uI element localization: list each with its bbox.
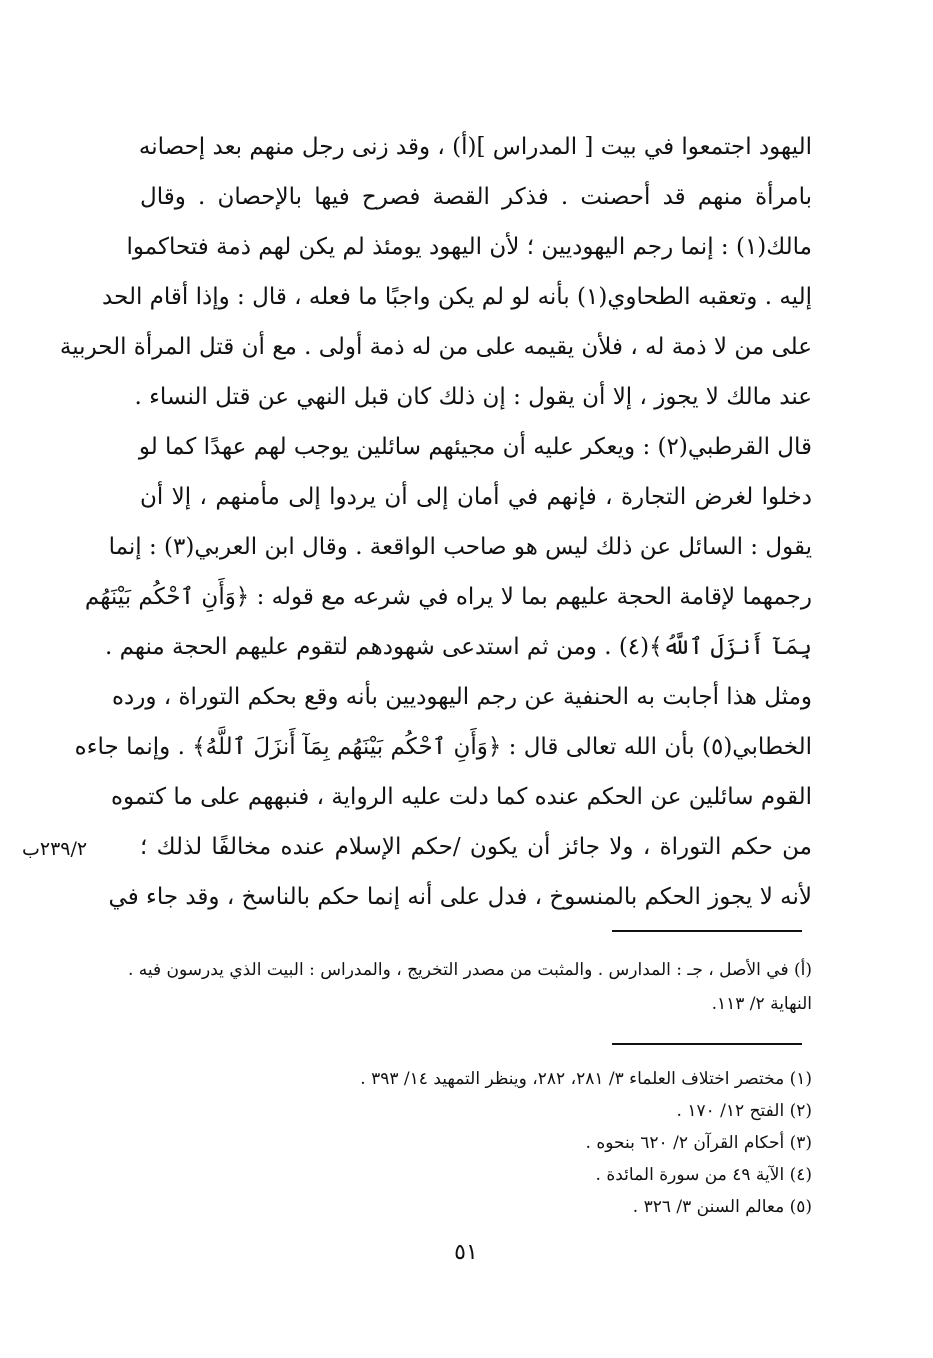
text-line: مالك(١) : إنما رجم اليهوديين ؛ لأن اليهود يومئذ لم يكن لهم ذمة فتحاكموا [126,234,812,260]
text-line: قال القرطبي(٢) : ويعكر عليه أن مجيئهم سائلين يوجب لهم عهدًا كما لو [138,434,812,460]
editor-notes [127,953,812,1021]
footnote-line: (٤) الآية ٤٩ من سورة المائدة . [595,1165,812,1185]
manuscript-folio-reference: ٢٣٩/٢ب [22,838,88,860]
text-line: لأنه لا يجوز الحكم بالمنسوخ ، فدل على أنه إنما حكم بالناسخ ، وقد جاء في [108,884,812,910]
footnote-line: النهاية ٢/ ١١٣. [711,994,812,1014]
text-line: إليه . وتعقبه الطحاوي(١) بأنه لو لم يكن واجبًا ما فعله ، قال : وإذا أقام الحد [102,284,812,310]
text-line: يقول : السائل عن ذلك ليس هو صاحب الواقعة . وقال ابن العربي(٣) : إنما [108,534,812,560]
text-line: بِمَآ أَنزَلَ ٱللَّهُ﴾(٤) . ومن ثم استدعى شهودهم لتقوم عليهم الحجة منهم . [104,634,812,660]
text-line: عند مالك لا يجوز ، إلا أن يقول : إن ذلك كان قبل النهي عن قتل النساء . [134,384,812,410]
footnote-line: (٢) الفتح ١٢/ ١٧٠ . [676,1101,812,1121]
source-notes [140,1063,812,1223]
text-line: من حكم التوراة ، ولا جائز أن يكون /حكم الإسلام عنده مخالفًا لذلك ؛ [140,834,812,860]
text-line: بامرأة منهم قد أحصنت . فذكر القصة فصرح فيها بالإحصان . وقال [140,184,812,210]
footnote-line: (أ) في الأصل ، جـ : المدارس . والمثبت من مصدر التخريج ، والمدراس : البيت الذي يدرسون فيه . [127,960,812,980]
footnote-line: (١) مختصر اختلاف العلماء ٣/ ٢٨١، ٢٨٢، وينظر التمهيد ١٤/ ٣٩٣ . [360,1069,812,1089]
text-line: على من لا ذمة له ، فلأن يقيمه على من له ذمة أولى . مع أن قتل المرأة الحربية [59,334,812,360]
text-line: دخلوا لغرض التجارة ، فإنهم في أمان إلى أن يردوا إلى مأمنهم ، إلا أن [140,484,812,510]
text-line: القوم سائلين عن الحكم عنده كما دلت عليه الرواية ، فنبههم على ما كتموه [111,784,812,810]
text-line: الخطابي(٥) بأن الله تعالى قال : ﴿وَأَنِ ٱحْكُم بَيْنَهُم بِمَآ أَنزَلَ ٱللَّهُ﴾ . وإنما جاءه [74,734,812,760]
footnote-divider [612,930,802,932]
text-line: رجمهما لإقامة الحجة عليهم بما لا يراه في شرعه مع قوله : ﴿وَأَنِ ٱحْكُم بَيْنَهُم [84,584,812,610]
text-line: ومثل هذا أجابت به الحنفية عن رجم اليهوديين بأنه وقع بحكم التوراة ، ورده [111,684,812,710]
footnote-line: (٥) معالم السنن ٣/ ٣٢٦ . [632,1197,812,1217]
text-line: اليهود اجتمعوا في بيت [ المدراس ](أ) ، وقد زنى رجل منهم بعد إحصانه [138,134,812,160]
footnote-line: (٣) أحكام القرآن ٢/ ٦٢٠ بنحوه . [585,1133,812,1153]
main-text [59,122,812,922]
page-number: ٥١ [454,1240,478,1265]
footnote-divider [612,1043,802,1045]
